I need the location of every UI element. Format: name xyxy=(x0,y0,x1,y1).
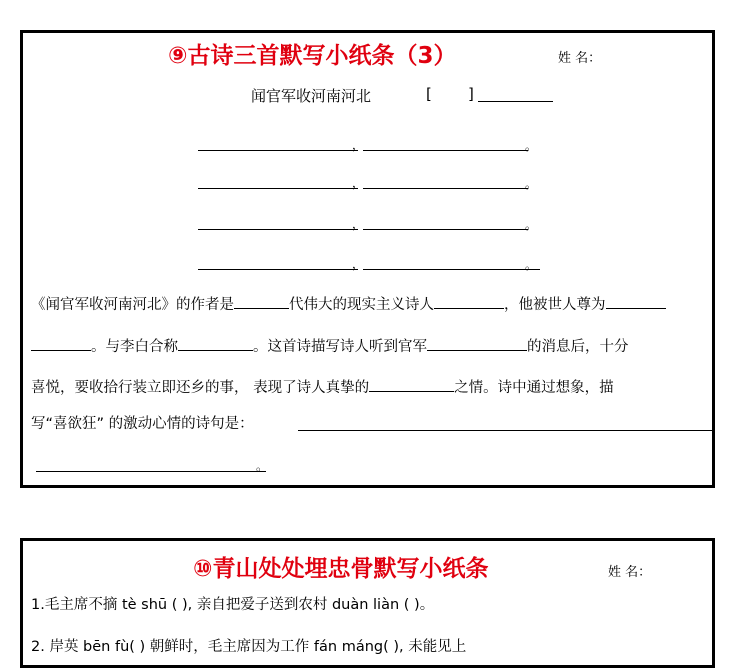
verse-line-4b xyxy=(363,269,540,270)
dictation-slip-9 xyxy=(20,30,715,488)
poet-title-blank xyxy=(434,294,504,309)
verse-period-2: 。 xyxy=(525,177,538,191)
verse-line-2b xyxy=(363,188,528,189)
verse-line-3b xyxy=(363,229,528,230)
row2-text-c: 的消息后，十分 xyxy=(527,339,629,355)
verse-line-1a xyxy=(198,150,358,151)
row1-text-c: ，他被世人尊为 xyxy=(504,297,606,313)
bracket-right: ] xyxy=(468,85,474,103)
row4-text-a: 写“喜欲狂” 的激动心情的诗句是： xyxy=(31,416,254,432)
name-label: 姓 名： xyxy=(558,51,602,66)
slip-9-title: ⑨古诗三首默写小纸条（3） xyxy=(168,43,457,69)
dictation-slip-10 xyxy=(20,538,715,668)
news-blank xyxy=(427,336,527,351)
poem-title: 闻官军收河南河北 xyxy=(251,87,372,105)
verse-answer-line-1 xyxy=(298,430,715,431)
honor-blank xyxy=(606,294,666,309)
dynasty-blank xyxy=(234,294,289,309)
verse-comma-3: ， xyxy=(352,217,365,231)
row1-text-b: 代伟大的现实主义诗人 xyxy=(289,297,434,313)
verse-period-1: 。 xyxy=(525,139,538,153)
name-label-2: 姓 名： xyxy=(608,565,652,580)
joint-name-blank xyxy=(178,336,253,351)
fill-row-2 xyxy=(31,336,629,356)
fill-row-1 xyxy=(31,294,666,314)
row2-text-a: 。与李白合称 xyxy=(91,339,178,355)
verse-period-4: 。 xyxy=(525,258,538,272)
bracket-left: [ xyxy=(426,85,432,103)
verse-line-2a xyxy=(198,188,358,189)
row2-text-b: 。这首诗描写诗人听到官军 xyxy=(253,339,427,355)
row3-text-b: 之情。诗中通过想象，描 xyxy=(454,380,614,396)
slip-10-title: ⑩青山处处埋忠骨默写小纸条 xyxy=(193,556,489,582)
row3-text-a: 喜悦，要收拾行装立即还乡的事， 表现了诗人真挚的 xyxy=(31,380,370,396)
verse-comma-4: ， xyxy=(352,257,365,271)
answer-period: 。 xyxy=(256,459,269,473)
verse-period-3: 。 xyxy=(525,218,538,232)
verse-line-4a xyxy=(198,269,358,270)
verse-comma-1: ， xyxy=(352,138,365,152)
verse-line-1b xyxy=(363,150,528,151)
row1-text-a: 《闻官军收河南河北》的作者是 xyxy=(31,297,234,313)
fill-row-3 xyxy=(31,377,614,397)
fill-row-4 xyxy=(31,415,254,433)
honor-blank-cont xyxy=(31,336,91,351)
question-2: 2. 岸英 bēn fù( ) 朝鲜时，毛主席因为工作 fán máng( ), 未能见上 xyxy=(31,639,467,655)
verse-line-3a xyxy=(198,229,358,230)
poet-blank xyxy=(478,101,553,102)
question-1: 1.毛主席不摘 tè shū ( ), 亲自把爱子送到农村 duàn liàn ( )。 xyxy=(31,597,435,613)
verse-comma-2: ， xyxy=(352,176,365,190)
feeling-blank xyxy=(369,377,454,392)
verse-answer-line-2 xyxy=(36,471,266,472)
